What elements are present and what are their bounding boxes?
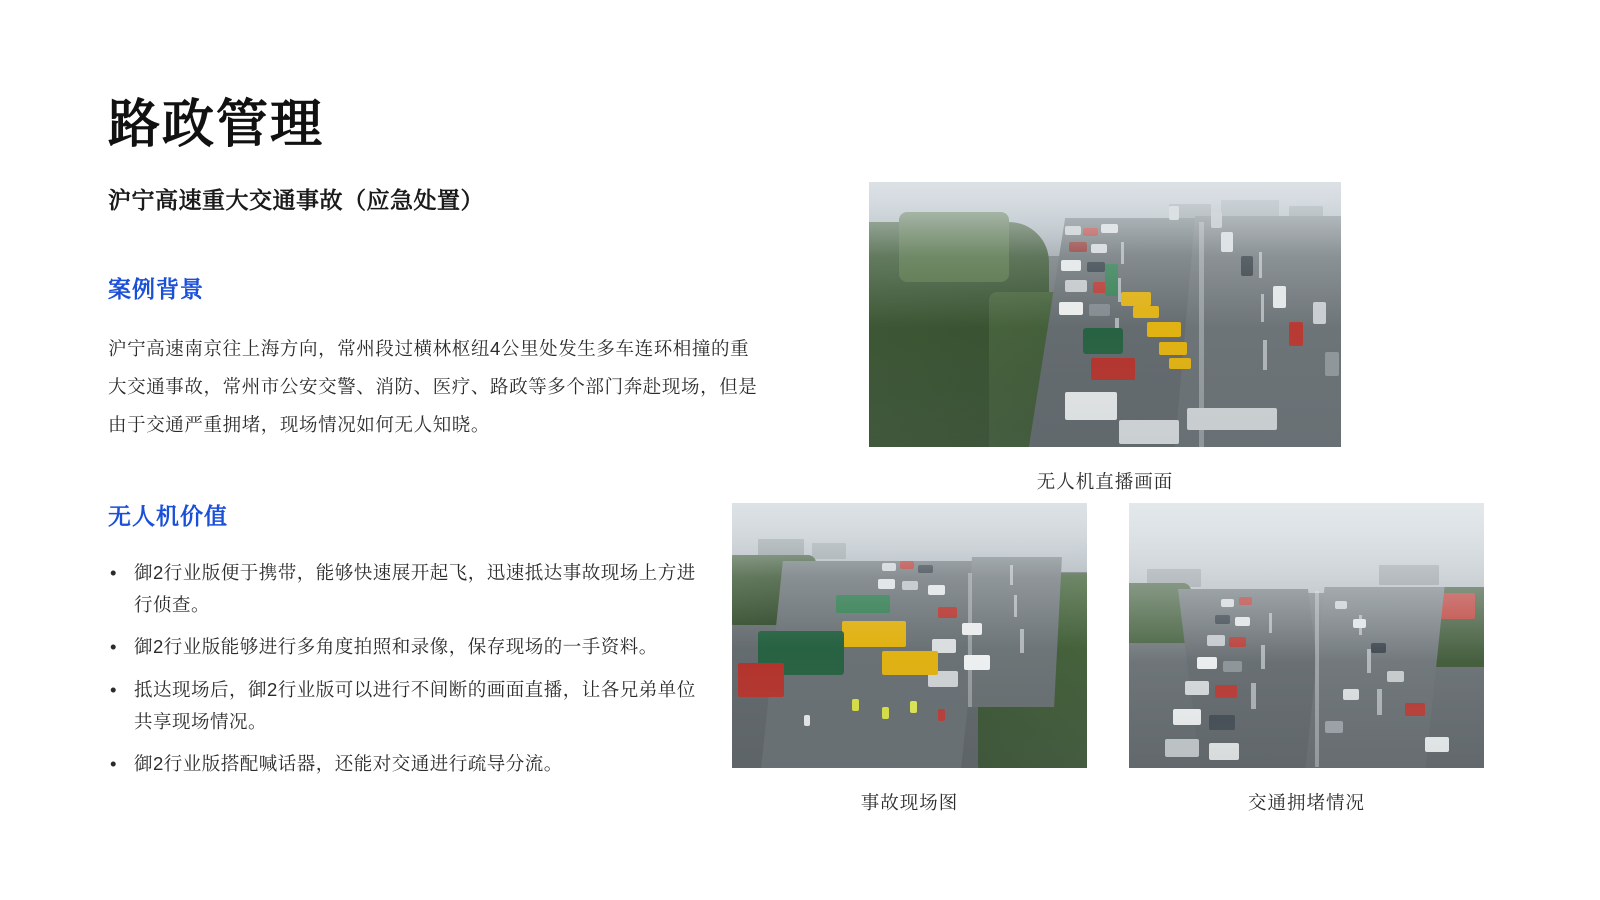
list-item xyxy=(108,557,709,622)
photo-artwork xyxy=(732,503,1087,768)
photo-artwork xyxy=(1129,503,1484,768)
list-item-label: 御2行业版搭配喊话器，还能对交通进行疏导分流。 xyxy=(134,753,563,775)
photo-artwork xyxy=(869,182,1341,447)
list-item xyxy=(108,674,709,739)
list-item-label: 御2行业版能够进行多角度拍照和录像，保存现场的一手资料。 xyxy=(134,636,658,658)
list-item xyxy=(108,748,709,780)
list-item-label: 抵达现场后，御2行业版可以进行不间断的画面直播，让各兄弟单位共享现场情况。 xyxy=(134,678,696,733)
traffic-congestion-image xyxy=(1129,503,1484,768)
bullet-marker-icon: • xyxy=(110,753,117,775)
value-bullet-list xyxy=(108,557,768,781)
list-item xyxy=(108,631,709,663)
page-title: 路政管理 xyxy=(108,96,325,154)
bullet-marker-icon: • xyxy=(110,561,117,583)
section-heading-value: 无人机价值 xyxy=(108,502,228,529)
background-paragraph: 沪宁高速南京往上海方向，常州段过横林枢纽4公里处发生多车连环相撞的重大交通事故，常州市公安交警、消防、医疗、路政等多个部门奔赴现场，但是由于交通严重拥堵，现场情况如何无人知晓。 xyxy=(108,337,758,435)
section-heading-background: 案例背景 xyxy=(108,275,204,302)
drone-live-view-image xyxy=(869,182,1341,447)
bullet-marker-icon: • xyxy=(110,636,117,658)
accident-scene-caption: 事故现场图 xyxy=(860,792,959,813)
content-column xyxy=(108,96,768,791)
page-subtitle: 沪宁高速重大交通事故（应急处置） xyxy=(108,186,484,213)
drone-live-view-caption: 无人机直播画面 xyxy=(1036,471,1174,492)
accident-scene-image xyxy=(732,503,1087,768)
list-item-label: 御2行业版便于携带，能够快速展开起飞，迅速抵达事故现场上方进行侦查。 xyxy=(134,561,696,615)
traffic-congestion-caption: 交通拥堵情况 xyxy=(1247,792,1365,813)
bullet-marker-icon: • xyxy=(110,678,117,700)
